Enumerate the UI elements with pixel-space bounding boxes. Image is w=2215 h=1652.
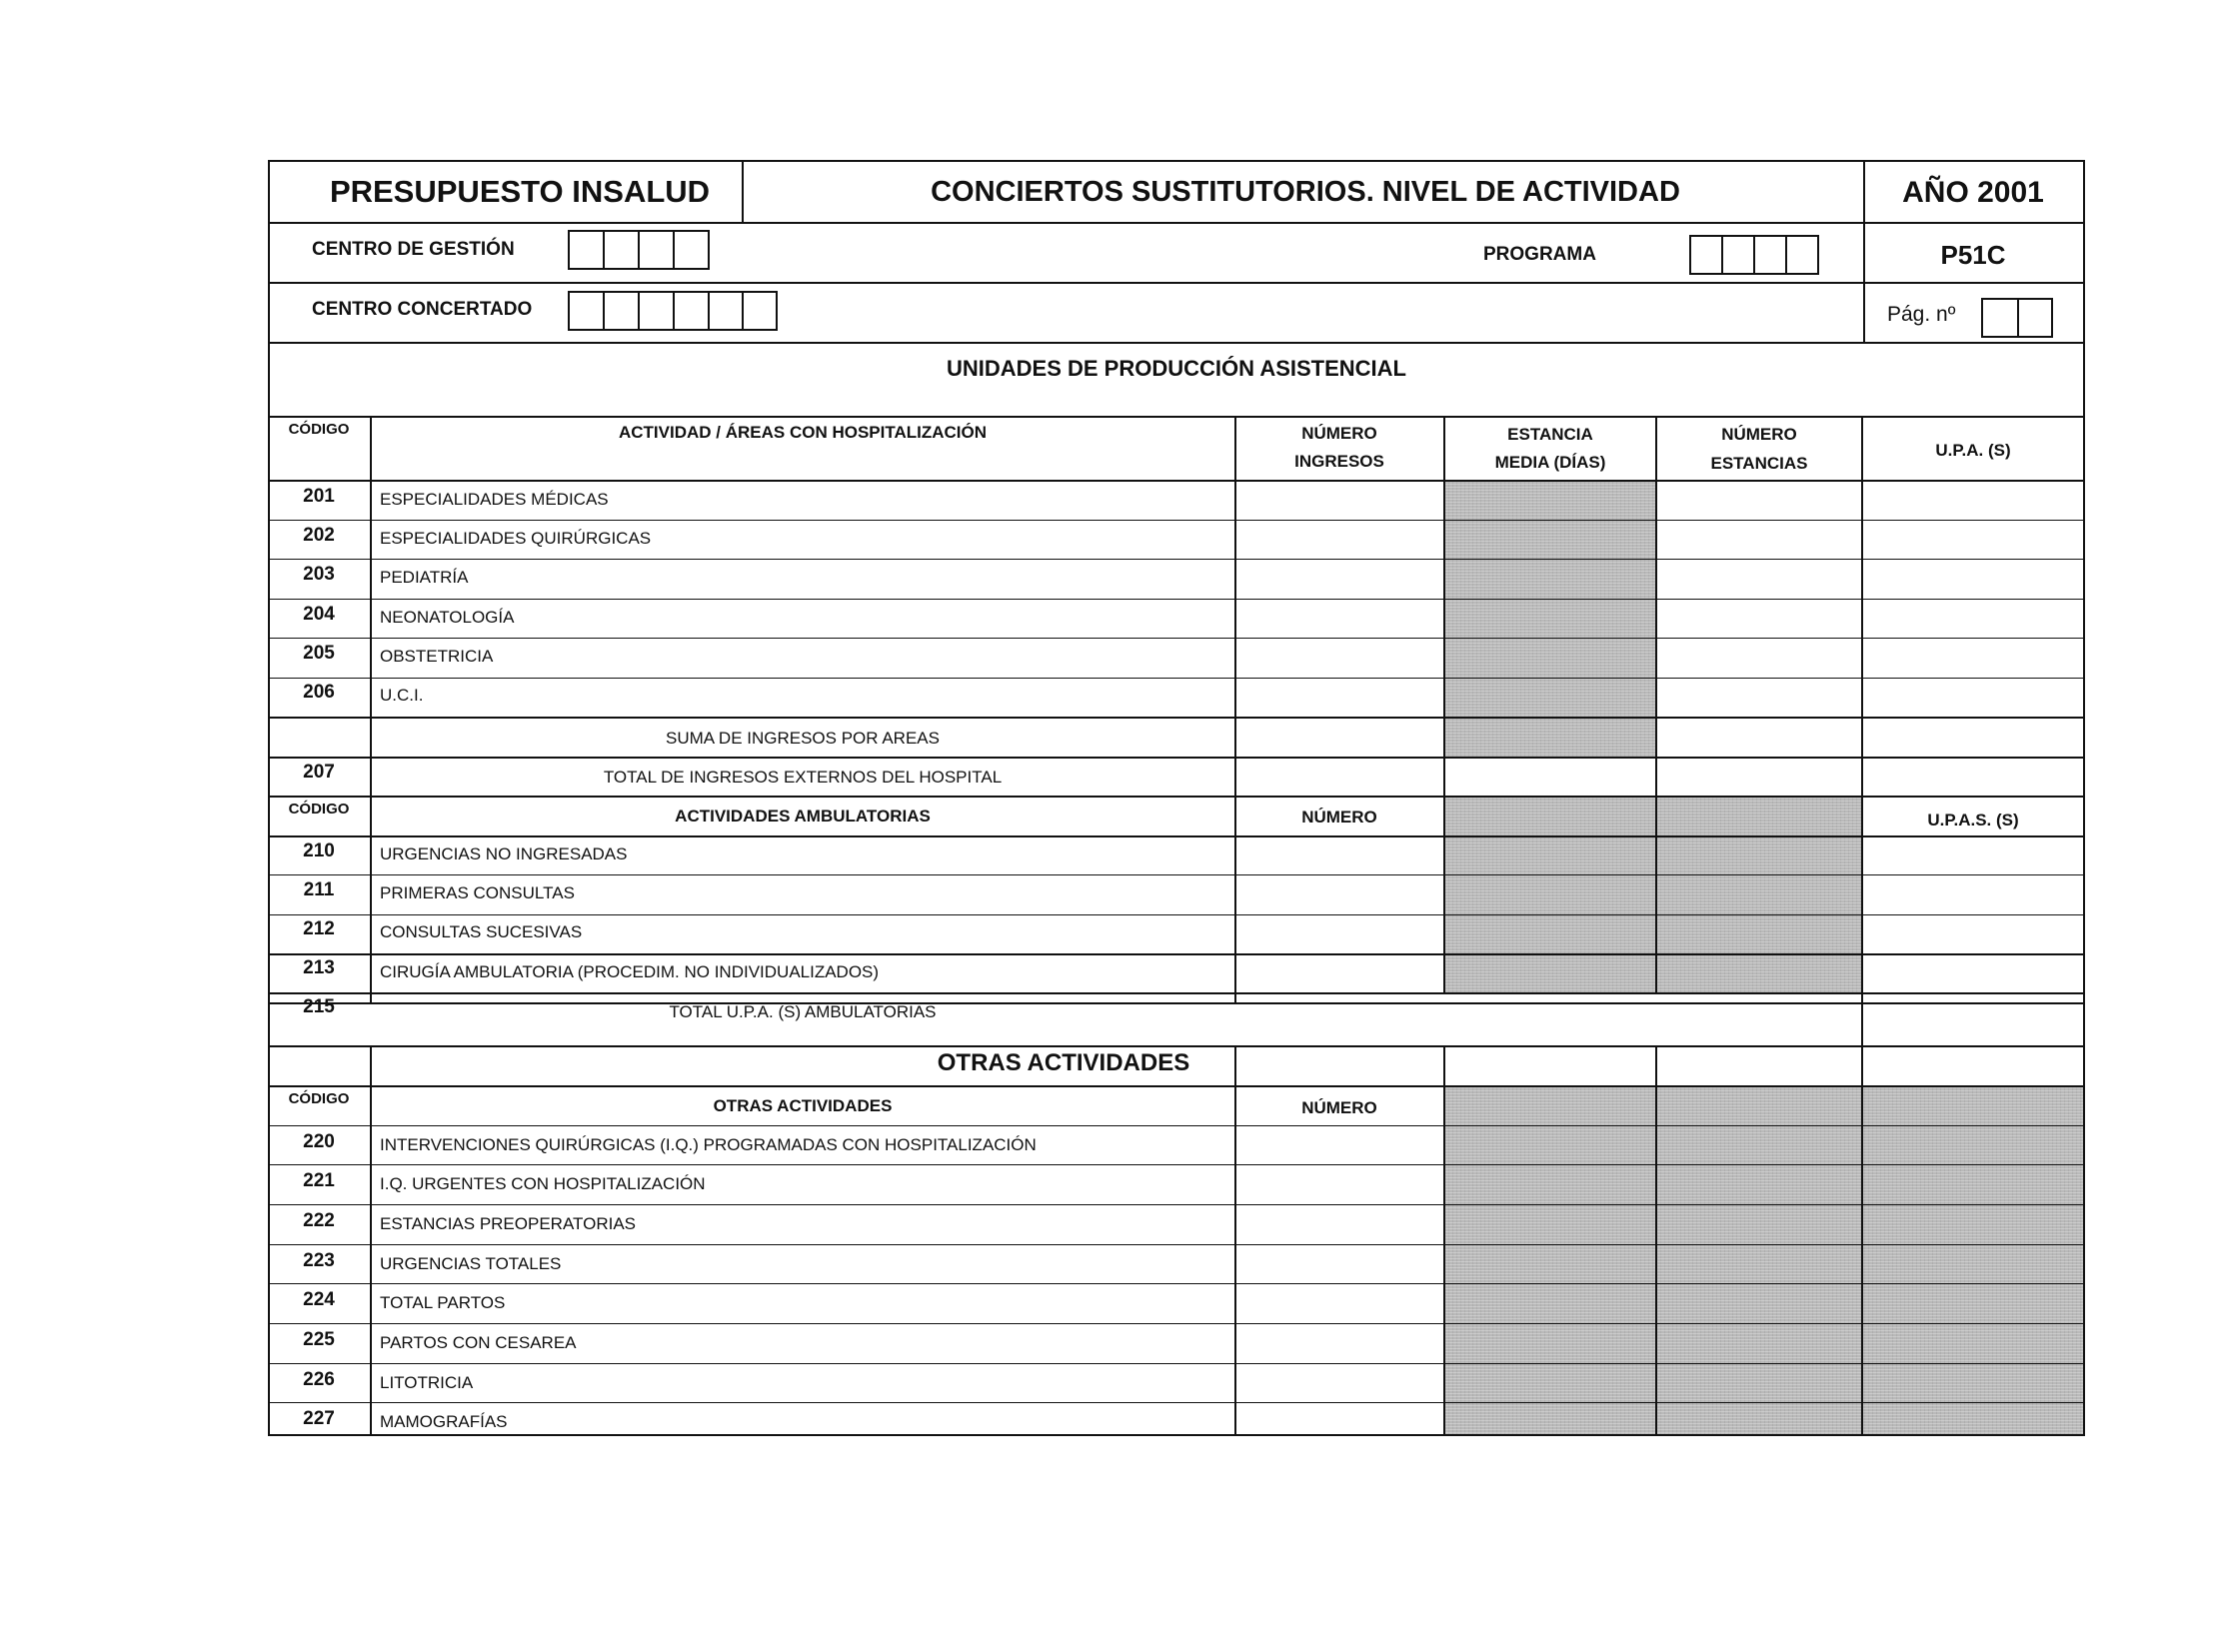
col-header-num-ingresos: NÚMERO	[1301, 424, 1377, 443]
programa-input[interactable]	[1689, 235, 1819, 275]
centro-concertado-input[interactable]	[568, 291, 778, 331]
row-code: 225	[303, 1329, 335, 1350]
col-header-num-estancias: NÚMERO	[1721, 425, 1797, 444]
row-code: 212	[303, 918, 335, 939]
page-label: Pág. nº	[1887, 303, 1956, 326]
col-header-numero: NÚMERO	[1301, 1098, 1377, 1117]
col-header-upa: U.P.A. (S)	[1935, 441, 2011, 460]
centro-concertado-label: CENTRO CONCERTADO	[312, 299, 533, 320]
row-label: OBSTETRICIA	[380, 647, 494, 666]
col-header-code: CÓDIGO	[288, 1090, 350, 1107]
row-label: CIRUGÍA AMBULATORIA (PROCEDIM. NO INDIVIDUALIZADOS)	[380, 962, 880, 981]
total-upa-ambulatorias-label: TOTAL U.P.A. (S) AMBULATORIAS	[669, 1002, 937, 1021]
centro-gestion-input[interactable]	[568, 230, 710, 270]
row-code: 222	[303, 1210, 335, 1231]
col-header-ambulatorias: ACTIVIDADES AMBULATORIAS	[675, 807, 931, 826]
row-label: URGENCIAS NO INGRESADAS	[380, 844, 628, 863]
total-ingresos-label: TOTAL DE INGRESOS EXTERNOS DEL HOSPITAL	[603, 768, 1003, 787]
page-number-input[interactable]	[1981, 298, 2053, 338]
row-code: 215	[303, 996, 335, 1017]
row-code: 213	[303, 957, 335, 978]
col-header-otras: OTRAS ACTIVIDADES	[713, 1096, 893, 1115]
row-label: ESPECIALIDADES QUIRÚRGICAS	[380, 529, 652, 548]
row-label: PRIMERAS CONSULTAS	[380, 883, 575, 902]
row-code: 220	[303, 1131, 335, 1152]
col-header-code: CÓDIGO	[288, 801, 350, 818]
col-header-num-ingresos-2: INGRESOS	[1294, 452, 1384, 471]
col-header-activity: ACTIVIDAD / ÁREAS CON HOSPITALIZACIÓN	[618, 423, 988, 442]
form-sheet	[268, 160, 2085, 1436]
row-label: LITOTRICIA	[380, 1373, 474, 1392]
row-code: 202	[303, 525, 335, 546]
row-label: U.C.I.	[380, 686, 424, 705]
row-code: 210	[303, 840, 335, 861]
row-code: 223	[303, 1250, 335, 1271]
form-code: P51C	[1940, 240, 2006, 270]
centro-gestion-label: CENTRO DE GESTIÓN	[312, 239, 515, 260]
row-label: ESTANCIAS PREOPERATORIAS	[380, 1214, 637, 1233]
col-header-estancia-media-2: MEDIA (DÍAS)	[1494, 453, 1606, 472]
shaded-otras-actividades	[1444, 1087, 2085, 1436]
row-code: 205	[303, 643, 335, 664]
row-label: I.Q. URGENTES CON HOSPITALIZACIÓN	[380, 1174, 706, 1193]
row-code: 226	[303, 1369, 335, 1390]
row-code: 206	[303, 682, 335, 703]
row-label: TOTAL PARTOS	[380, 1293, 506, 1312]
row-label: NEONATOLOGÍA	[380, 608, 515, 627]
col-header-estancia-media: ESTANCIA	[1507, 425, 1593, 444]
row-code: 203	[303, 564, 335, 585]
row-code: 207	[303, 762, 335, 783]
col-header-numero: NÚMERO	[1301, 808, 1377, 826]
row-code: 227	[303, 1408, 335, 1429]
col-header-num-estancias-2: ESTANCIAS	[1710, 454, 1808, 473]
sum-ingresos-label: SUMA DE INGRESOS POR AREAS	[666, 729, 940, 748]
org-title: PRESUPUESTO INSALUD	[329, 174, 711, 209]
programa-label: PROGRAMA	[1483, 244, 1596, 265]
form-title: CONCIERTOS SUSTITUTORIOS. NIVEL DE ACTIVIDAD	[931, 176, 1680, 208]
row-code: 211	[303, 879, 335, 900]
row-code: 201	[303, 486, 335, 507]
row-label: PARTOS CON CESAREA	[380, 1333, 577, 1352]
shaded-ambulatorias-estancia	[1444, 798, 1656, 993]
section3-title: OTRAS ACTIVIDADES	[937, 1049, 1190, 1076]
row-label: PEDIATRÍA	[380, 568, 469, 587]
row-label: INTERVENCIONES QUIRÚRGICAS (I.Q.) PROGRAMADAS CON HOSPITALIZACIÓN	[380, 1135, 1037, 1154]
col-header-code: CÓDIGO	[288, 421, 350, 438]
shaded-ambulatorias-estancias	[1656, 798, 1861, 993]
year-label: AÑO 2001	[1902, 176, 2044, 209]
row-code: 221	[303, 1170, 335, 1191]
row-label: CONSULTAS SUCESIVAS	[380, 922, 583, 941]
row-label: ESPECIALIDADES MÉDICAS	[380, 490, 609, 509]
row-code: 224	[303, 1289, 335, 1310]
section1-title: UNIDADES DE PRODUCCIÓN ASISTENCIAL	[947, 356, 1406, 381]
row-label: URGENCIAS TOTALES	[380, 1254, 562, 1273]
row-label: MAMOGRAFÍAS	[380, 1412, 508, 1431]
col-header-upas: U.P.A.S. (S)	[1927, 811, 2019, 829]
row-code: 204	[303, 604, 335, 625]
